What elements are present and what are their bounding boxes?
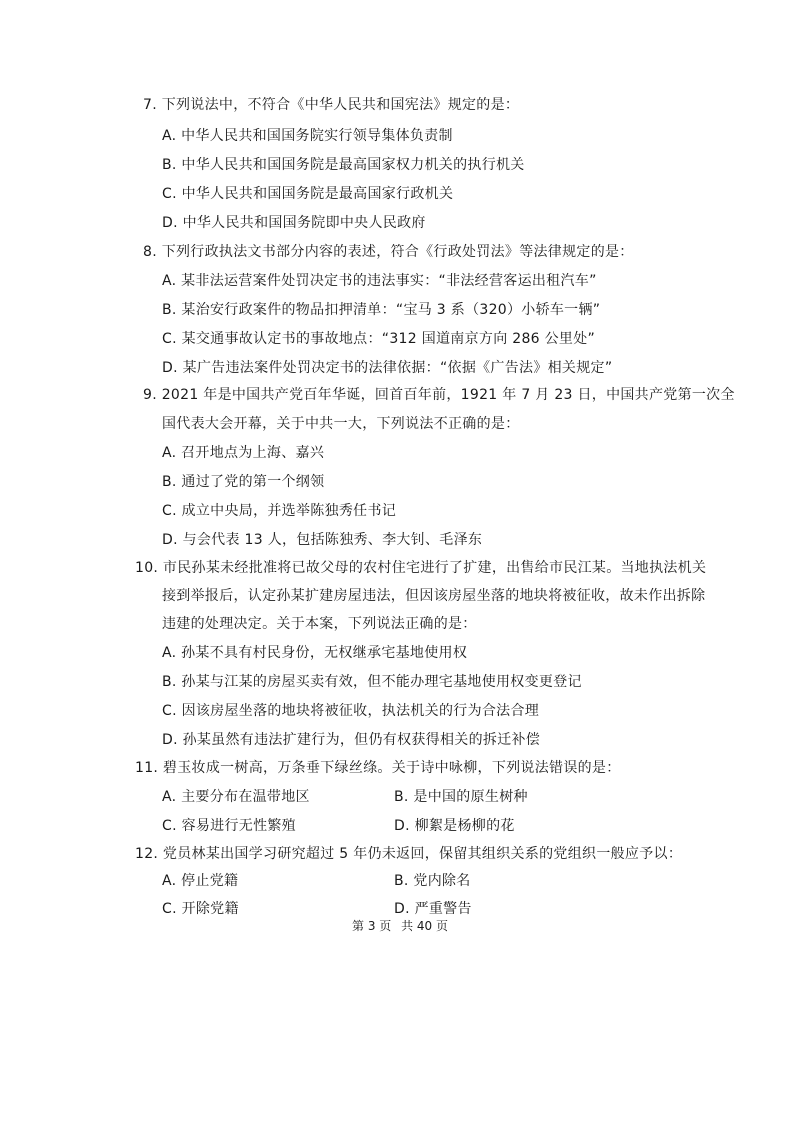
question-12-stem: 12. 党员林某出国学习研究超过 5 年仍未返回，保留其组织关系的党组织一般应予以： <box>135 846 683 862</box>
total-pages: 共 40 页 <box>401 919 448 933</box>
question-12-option-d: D. 严重警告 <box>394 901 472 917</box>
question-10-option-d: D. 孙某虽然有违法扩建行为，但仍有权获得相关的拆迁补偿 <box>162 732 541 748</box>
question-12-option-c: C. 开除党籍 <box>162 901 239 917</box>
question-8-option-b: B. 某治安行政案件的物品扣押清单：“宝马 3 系（320）小轿车一辆” <box>162 302 601 318</box>
question-11-option-b: B. 是中国的原生树种 <box>394 789 528 805</box>
question-10-option-c: C. 因该房屋坐落的地块将被征收，执法机关的行为合法合理 <box>162 703 540 719</box>
page-footer <box>0 918 800 934</box>
question-8-option-a: A. 某非法运营案件处罚决定书的违法事实：“非法经营客运出租汽车” <box>162 273 597 289</box>
question-10-option-a: A. 孙某不具有村民身份，无权继承宅基地使用权 <box>162 645 468 661</box>
question-8-option-d: D. 某广告违法案件处罚决定书的法律依据：“依据《广告法》相关规定” <box>162 360 613 376</box>
question-7-option-a: A. 中华人民共和国国务院实行领导集体负责制 <box>162 128 453 144</box>
question-9-stem-line-1: 9. 2021 年是中国共产党百年华诞，回首百年前，1921 年 7 月 23 日，中国共产党第一次全 <box>143 387 735 403</box>
question-11-option-c: C. 容易进行无性繁殖 <box>162 818 296 834</box>
question-12-option-b: B. 党内除名 <box>394 873 471 889</box>
question-10-stem-line-2: 接到举报后，认定孙某扩建房屋违法，但因该房屋坐落的地块将被征收，故未作出拆除 <box>162 588 706 604</box>
question-7-option-b: B. 中华人民共和国国务院是最高国家权力机关的执行机关 <box>162 157 525 173</box>
question-11-option-d: D. 柳絮是杨柳的花 <box>394 818 515 834</box>
question-10-stem-line-1: 10. 市民孙某未经批准将已故父母的农村住宅进行了扩建，出售给市民江某。当地执法机关 <box>135 560 707 576</box>
question-9-option-b: B. 通过了党的第一个纲领 <box>162 474 325 490</box>
question-11-stem: 11. 碧玉妆成一树高，万条垂下绿丝绦。关于诗中咏柳，下列说法错误的是： <box>135 760 621 776</box>
question-10-option-b: B. 孙某与江某的房屋买卖有效，但不能办理宅基地使用权变更登记 <box>162 674 582 690</box>
question-8-stem: 8. 下列行政执法文书部分内容的表述，符合《行政处罚法》等法律规定的是： <box>143 244 634 260</box>
question-9-option-c: C. 成立中央局，并选举陈独秀任书记 <box>162 503 397 519</box>
question-11-option-a: A. 主要分布在温带地区 <box>162 789 310 805</box>
page-number: 第 3 页 <box>352 919 392 933</box>
question-7-option-d: D. 中华人民共和国国务院即中央人民政府 <box>162 215 426 231</box>
question-7-option-c: C. 中华人民共和国国务院是最高国家行政机关 <box>162 186 454 202</box>
question-9-option-a: A. 召开地点为上海、嘉兴 <box>162 445 325 461</box>
question-8-option-c: C. 某交通事故认定书的事故地点：“312 国道南京方向 286 公里处” <box>162 331 596 347</box>
question-10-stem-line-3: 违建的处理决定。关于本案，下列说法正确的是： <box>162 616 477 632</box>
question-9-option-d: D. 与会代表 13 人，包括陈独秀、李大钊、毛泽东 <box>162 532 483 548</box>
question-7-stem: 7. 下列说法中，不符合《中华人民共和国宪法》规定的是： <box>143 97 520 113</box>
question-9-stem-line-2: 国代表大会开幕，关于中共一大，下列说法不正确的是： <box>162 416 520 432</box>
question-12-option-a: A. 停止党籍 <box>162 873 239 889</box>
